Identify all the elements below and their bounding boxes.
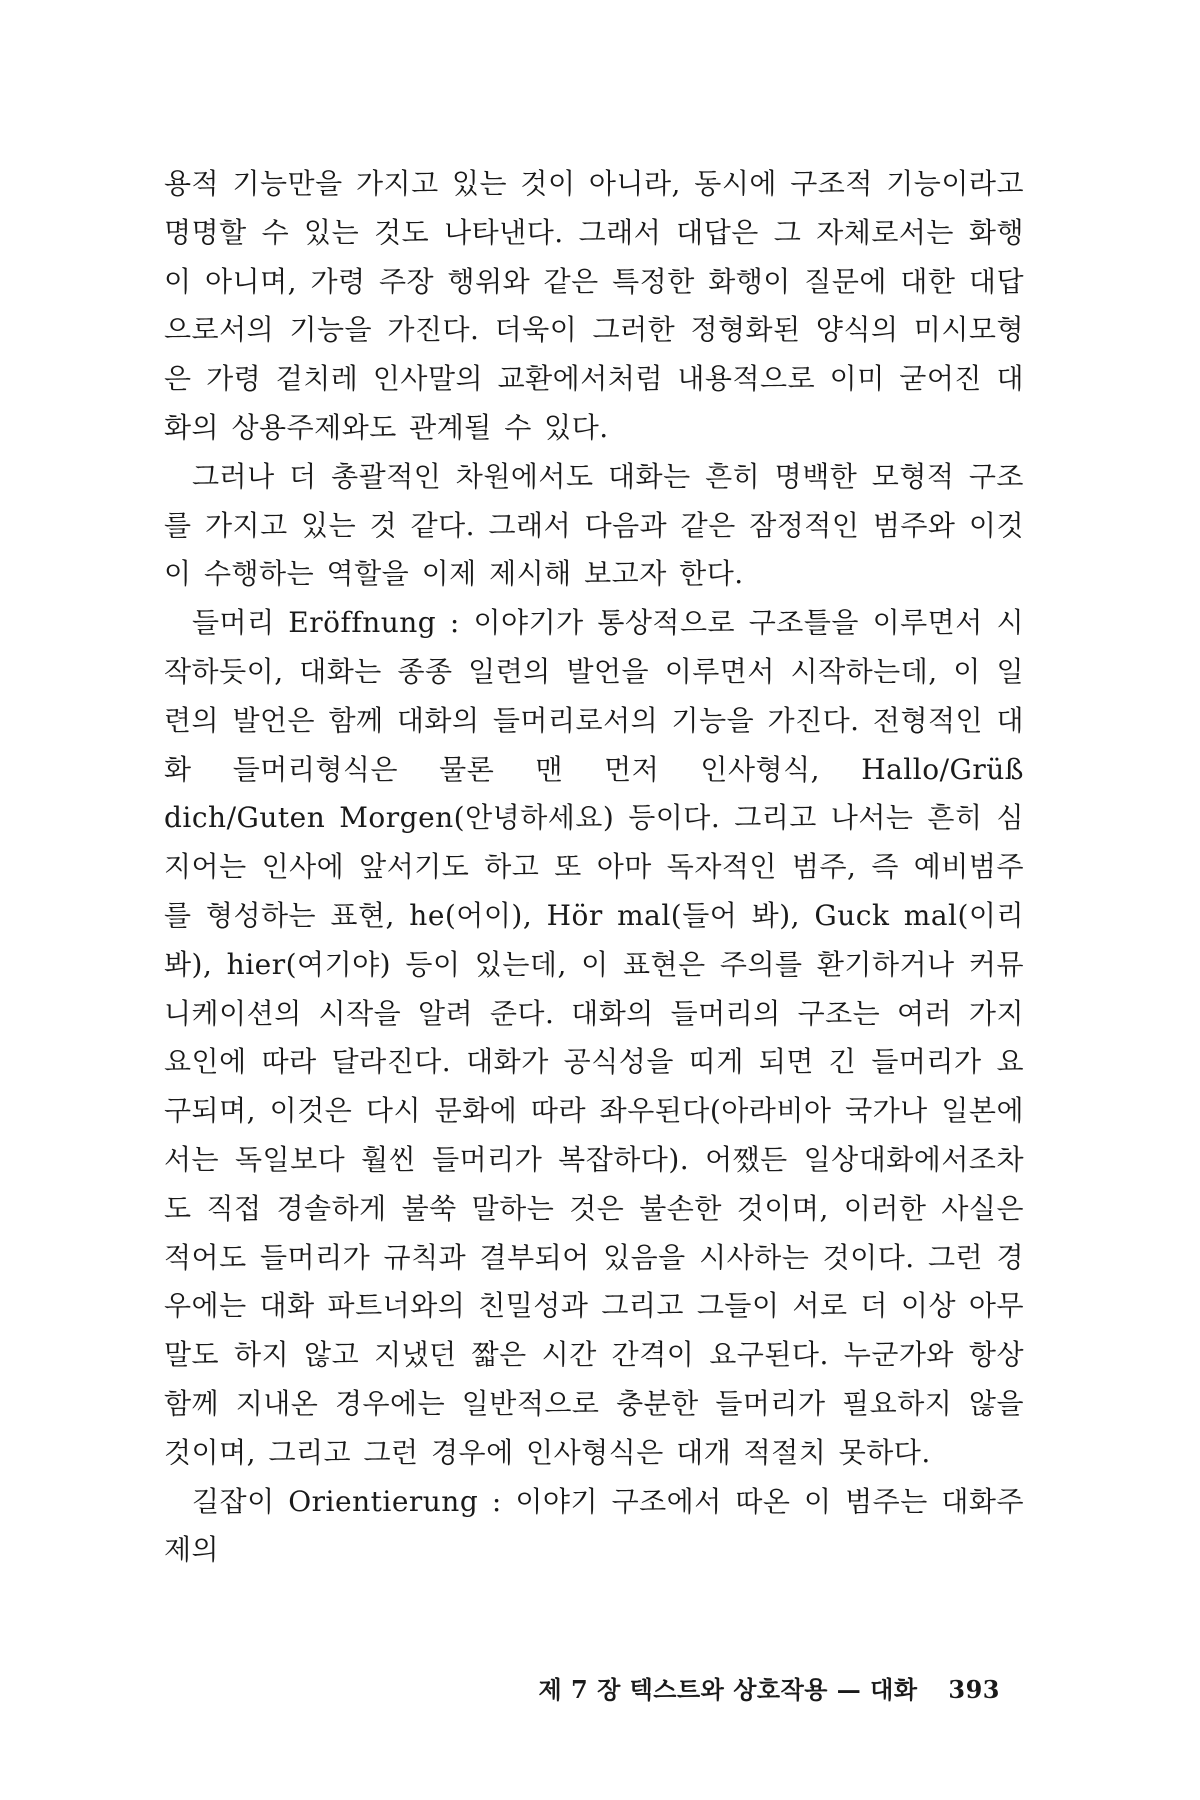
paragraph-overview: 그러나 더 총괄적인 차원에서도 대화는 흔히 명백한 모형적 구조를 가지고 있는 것 같다. 그래서 다음과 같은 잠정적인 범주와 이것이 수행하는 역할을 이제 제시해 보고자 한다. <box>164 459 1024 591</box>
body-text <box>164 160 1024 1575</box>
page-number: 393 <box>948 1675 1000 1704</box>
page-footer <box>538 1670 1000 1705</box>
paragraph-opening: 들머리 Eröffnung : 이야기가 통상적으로 구조틀을 이루면서 시작하듯이, 대화는 종종 일련의 발언을 이루면서 시작하는데, 이 일련의 발언은 함께 대화의 들머리로서의 기능을 가진다. 전형적인 대화 들머리형식은 물론 맨 먼저 인사형식, Hallo/Grüß dich/Guten Morgen(안녕하세요) 등이다. 그리고 나서는 흔히 심지어는 인사에 앞서기도 하고 또 아마 독자적인 범주, 즉 예비범주를 형성하는 표현, he(어이), Hör mal(들어 봐), Guck mal(이리 봐), hier(여기야) 등이 있는데, 이 표현은 주의를 환기하거나 커뮤니케이션의 시작을 알려 준다. 대화의 들머리의 구조는 여러 가지 요인에 따라 달라진다. 대화가 공식성을 띠게 되면 긴 들머리가 요구되며, 이것은 다시 문화에 따라 좌우된다(아라비아 국가나 일본에서는 독일보다 훨씬 들머리가 복잡하다). 어쨌든 일상대화에서조차도 직접 경솔하게 불쑥 말하는 것은 불손한 것이며, 이러한 사실은 적어도 들머리가 규칙과 결부되어 있음을 시사하는 것이다. 그런 경우에는 대화 파트너와의 친밀성과 그리고 그들이 서로 더 이상 아무말도 하지 않고 지냈던 짧은 시간 간격이 요구된다. 누군가와 항상 함께 지내온 경우에는 일반적으로 충분한 들머리가 필요하지 않을 것이며, 그리고 그런 경우에 인사형식은 대개 적절치 못하다. <box>164 606 1024 1469</box>
chapter-title: 텍스트와 상호작용 — 대화 <box>629 1675 918 1704</box>
chapter-label: 제 7 장 <box>538 1675 621 1704</box>
paragraph-orientation: 길잡이 Orientierung : 이야기 구조에서 따온 이 범주는 대화주제의 <box>164 1484 1024 1567</box>
paragraph-continuation: 용적 기능만을 가지고 있는 것이 아니라, 동시에 구조적 기능이라고 명명할 수 있는 것도 나타낸다. 그래서 대답은 그 자체로서는 화행이 아니며, 가령 주장 행위와 같은 특정한 화행이 질문에 대한 대답으로서의 기능을 가진다. 더욱이 그러한 정형화된 양식의 미시모형은 가령 겉치레 인사말의 교환에서처럼 내용적으로 이미 굳어진 대화의 상용주제와도 관계될 수 있다. <box>164 167 1024 444</box>
